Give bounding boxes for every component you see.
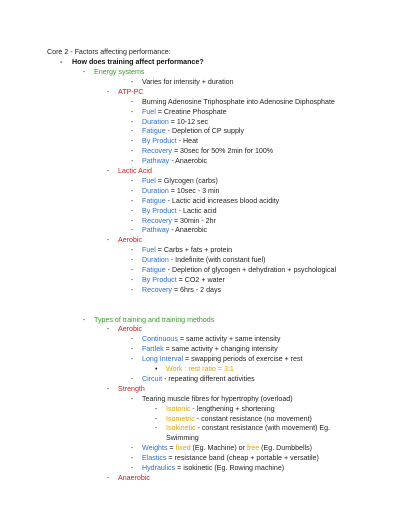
line-content	[142, 275, 225, 285]
text-run: = 6hrs - 2 days	[171, 285, 222, 294]
line-content	[142, 77, 234, 87]
text-run: - Depletion of CP supply	[165, 127, 245, 136]
line-content	[142, 136, 198, 146]
text-run: Fartlek	[142, 345, 164, 354]
outline-line	[0, 235, 396, 245]
outline-line	[0, 176, 396, 186]
text-run: - Indefinite (with constant fuel)	[168, 256, 266, 265]
line-content	[94, 315, 214, 325]
text-run: - constant resistance (with movement) Eg.	[195, 424, 331, 433]
outline-line	[0, 404, 396, 414]
text-run: - lengthening + shortening	[190, 404, 275, 413]
text-run: Aerobic	[118, 236, 143, 245]
bullet-marker: -	[107, 87, 110, 96]
text-run: =	[167, 444, 176, 453]
text-run: Types of training and training methods	[94, 315, 215, 324]
line-content	[142, 374, 255, 384]
bullet-marker: -	[131, 157, 134, 166]
line-content	[142, 117, 208, 127]
line-content	[142, 97, 335, 107]
line-content	[142, 216, 216, 226]
line-content	[142, 186, 220, 196]
bullet-marker: -	[131, 454, 134, 463]
text-run: = 10-12 sec	[168, 117, 209, 126]
line-content	[142, 245, 232, 255]
text-run: Weights	[142, 444, 168, 453]
outline-line	[0, 77, 396, 87]
bullet-marker: -	[107, 384, 110, 393]
text-run: = isokinetic (Eg. Rowing machine)	[175, 464, 285, 472]
line-content	[142, 443, 312, 453]
outline-line	[0, 87, 396, 97]
bullet-marker: -	[131, 345, 134, 354]
text-run: fixed	[175, 444, 191, 453]
text-run: Fatigue	[142, 266, 166, 274]
line-content	[166, 433, 199, 443]
bullet-marker: -	[131, 196, 134, 205]
bullet-marker: -	[131, 107, 134, 116]
line-content	[118, 384, 145, 394]
line-content	[166, 404, 275, 414]
text-run: Duration	[142, 256, 169, 265]
text-run: Circuit	[142, 374, 163, 383]
bullet-marker: -	[131, 266, 134, 274]
line-content	[118, 324, 142, 334]
line-content	[142, 453, 319, 463]
text-run: = 10sec - 3 min	[168, 186, 220, 195]
outline-line	[0, 206, 396, 216]
line-content	[142, 176, 218, 186]
line-content	[142, 156, 207, 166]
outline-line	[0, 384, 396, 394]
text-run: = Creatine Phosphate	[155, 107, 227, 116]
text-run: = resistance band (cheap + portable + versatile)	[166, 454, 319, 463]
bullet-marker: -	[131, 335, 134, 344]
text-run: Burning Adenosine Triphosphate into Adenosine Diphosphate	[142, 97, 335, 106]
text-run: Recovery	[142, 216, 172, 225]
outline-line	[0, 473, 396, 483]
line-content	[142, 196, 279, 206]
bullet-marker: -	[107, 236, 110, 245]
outline-line	[0, 423, 396, 433]
text-run: = 30sec for 50% 2min for 100%	[171, 147, 274, 156]
text-run: Anaerobic	[118, 473, 150, 482]
outline-line	[0, 97, 396, 107]
text-run: Elastics	[142, 454, 167, 463]
bullet-marker: -	[155, 414, 158, 423]
text-run: - Lactic acid increases blood acidity	[165, 196, 280, 205]
text-run: By Product	[142, 137, 177, 146]
question-text: How does training affect performance?	[72, 58, 204, 66]
text-run: - Lactic acid	[176, 206, 217, 215]
text-run: Fatigue	[142, 127, 166, 136]
text-run: = Carbs + fats + protein	[155, 246, 233, 255]
outline-line	[0, 324, 396, 334]
text-run: (Eg. Dumbbells)	[259, 444, 313, 453]
outline-line	[0, 225, 396, 235]
outline-line	[0, 255, 396, 265]
bullet-marker: -	[131, 246, 134, 255]
bullet-marker: -	[155, 404, 158, 413]
bullet-marker: -	[131, 117, 134, 126]
line-content	[166, 364, 234, 374]
outline-line	[0, 354, 396, 364]
text-run: Pathway	[142, 157, 170, 166]
outline-line	[0, 156, 396, 166]
line-content	[142, 126, 244, 136]
line-content	[142, 255, 265, 265]
line-content	[118, 87, 144, 97]
line-content	[142, 265, 336, 275]
text-run: Continuous	[142, 335, 178, 344]
outline-line	[0, 414, 396, 424]
text-run: Fuel	[142, 107, 156, 116]
outline-line	[0, 443, 396, 453]
outline-line	[0, 146, 396, 156]
line-content	[166, 423, 330, 433]
text-run: Duration	[142, 117, 169, 126]
line-content	[142, 285, 221, 295]
bullet-marker: -	[155, 424, 158, 433]
text-run: - constant resistance (no movement)	[194, 414, 312, 423]
outline-line	[0, 265, 396, 275]
outline-line	[0, 275, 396, 285]
question-bullet: -	[60, 58, 63, 66]
outline-line	[0, 285, 396, 295]
text-run: Long Interval	[142, 355, 184, 364]
outline-line	[0, 364, 396, 374]
line-content	[142, 107, 227, 117]
outline-line	[0, 196, 396, 206]
bullet-marker: -	[131, 256, 134, 265]
bullet-marker: -	[131, 394, 134, 403]
line-content	[142, 334, 280, 344]
bullet-marker: -	[131, 147, 134, 156]
bullet-marker: -	[131, 374, 134, 383]
bullet-marker: -	[131, 464, 134, 472]
line-content	[142, 225, 207, 235]
outline-line	[0, 117, 396, 127]
text-run: = CO2 + water	[176, 275, 225, 284]
bullet-marker: -	[83, 315, 86, 324]
text-run: By Product	[142, 275, 177, 284]
outline-line	[0, 166, 396, 176]
text-run: Isotonic	[166, 404, 191, 413]
text-run: Isokinetic	[166, 424, 196, 433]
text-run: = same activity + changing intensity	[163, 345, 278, 354]
bullet-marker: -	[131, 285, 134, 294]
bullet-marker: -	[131, 206, 134, 215]
outline-line	[0, 186, 396, 196]
bullet-marker: -	[107, 167, 110, 175]
line-content	[118, 473, 150, 483]
outline-line	[0, 463, 396, 473]
text-run: Fuel	[142, 246, 156, 255]
text-run: - Depletion of glycogen + dehydration + psychological	[165, 266, 337, 274]
bullet-marker: -	[131, 275, 134, 284]
main-question	[0, 57, 396, 67]
outline-line	[0, 107, 396, 117]
text-run: Recovery	[142, 147, 172, 156]
outline-line	[0, 136, 396, 146]
line-content	[142, 206, 217, 216]
text-run: Tearing muscle fibres for hypertrophy (overload)	[142, 394, 293, 403]
line-content	[142, 354, 303, 364]
document-header	[0, 47, 396, 57]
line-content	[142, 463, 284, 473]
outline-line	[0, 216, 396, 226]
text-run: = Glycogen (carbs)	[155, 176, 218, 185]
text-run: = swapping periods of exercise + rest	[183, 355, 303, 364]
header-text: Core 2 - Factors affecting performance:	[47, 48, 171, 56]
bullet-marker: -	[107, 473, 110, 482]
bullet-marker: -	[131, 186, 134, 195]
line-content	[142, 344, 278, 354]
outline-line	[0, 453, 396, 463]
line-content	[118, 235, 142, 245]
text-run: (Eg. Machine) or	[190, 444, 247, 453]
bullet-marker: -	[131, 137, 134, 146]
text-run: Recovery	[142, 285, 172, 294]
text-run: Hydraulics	[142, 464, 176, 472]
text-run: - Heat	[176, 137, 198, 146]
bullet-marker: -	[131, 444, 134, 453]
outline-line	[0, 433, 396, 443]
line-content	[94, 67, 144, 77]
text-run: = same activity + same intensity	[177, 335, 281, 344]
bullet-marker: -	[131, 226, 134, 235]
text-run: Fatigue	[142, 196, 166, 205]
line-content	[142, 146, 273, 156]
bullet-marker: -	[131, 216, 134, 225]
text-run: - Anaerobic	[169, 226, 208, 235]
text-run: - repeating different activities	[162, 374, 255, 383]
text-run: Energy systems	[94, 68, 145, 76]
bullet-marker: -	[107, 325, 110, 334]
text-run: Strength	[118, 384, 145, 393]
outline-line	[0, 245, 396, 255]
line-content	[118, 166, 152, 176]
bullet-marker: -	[131, 97, 134, 106]
outline-line	[0, 394, 396, 404]
text-run: Work : rest ratio = 3:1	[166, 365, 234, 373]
line-content	[166, 414, 312, 424]
bullet-marker: -	[131, 77, 134, 86]
text-run: ATP-PC	[118, 87, 144, 96]
bullet-marker: -	[131, 176, 134, 185]
outline-line	[0, 126, 396, 136]
text-run: Lactic Acid	[118, 167, 152, 175]
text-run: Isometric	[166, 414, 195, 423]
outline-line	[0, 344, 396, 354]
bullet-marker: -	[83, 68, 86, 76]
text-run: By Product	[142, 206, 177, 215]
text-run: Swimming	[166, 434, 199, 443]
outline-line	[0, 315, 396, 325]
bullet-marker: •	[155, 365, 158, 373]
text-run: free	[246, 444, 260, 453]
text-run: Fuel	[142, 176, 156, 185]
text-run: Aerobic	[118, 325, 143, 334]
text-run: Varies for intensity + duration	[142, 77, 234, 86]
text-run: = 30min - 2hr	[171, 216, 216, 225]
bullet-marker: -	[131, 355, 134, 364]
text-run: - Anaerobic	[169, 157, 208, 166]
outline-line	[0, 67, 396, 77]
line-content	[142, 394, 293, 404]
outline-line	[0, 334, 396, 344]
bullet-marker: -	[131, 127, 134, 136]
text-run: Duration	[142, 186, 169, 195]
outline-line	[0, 374, 396, 384]
text-run: Pathway	[142, 226, 170, 235]
